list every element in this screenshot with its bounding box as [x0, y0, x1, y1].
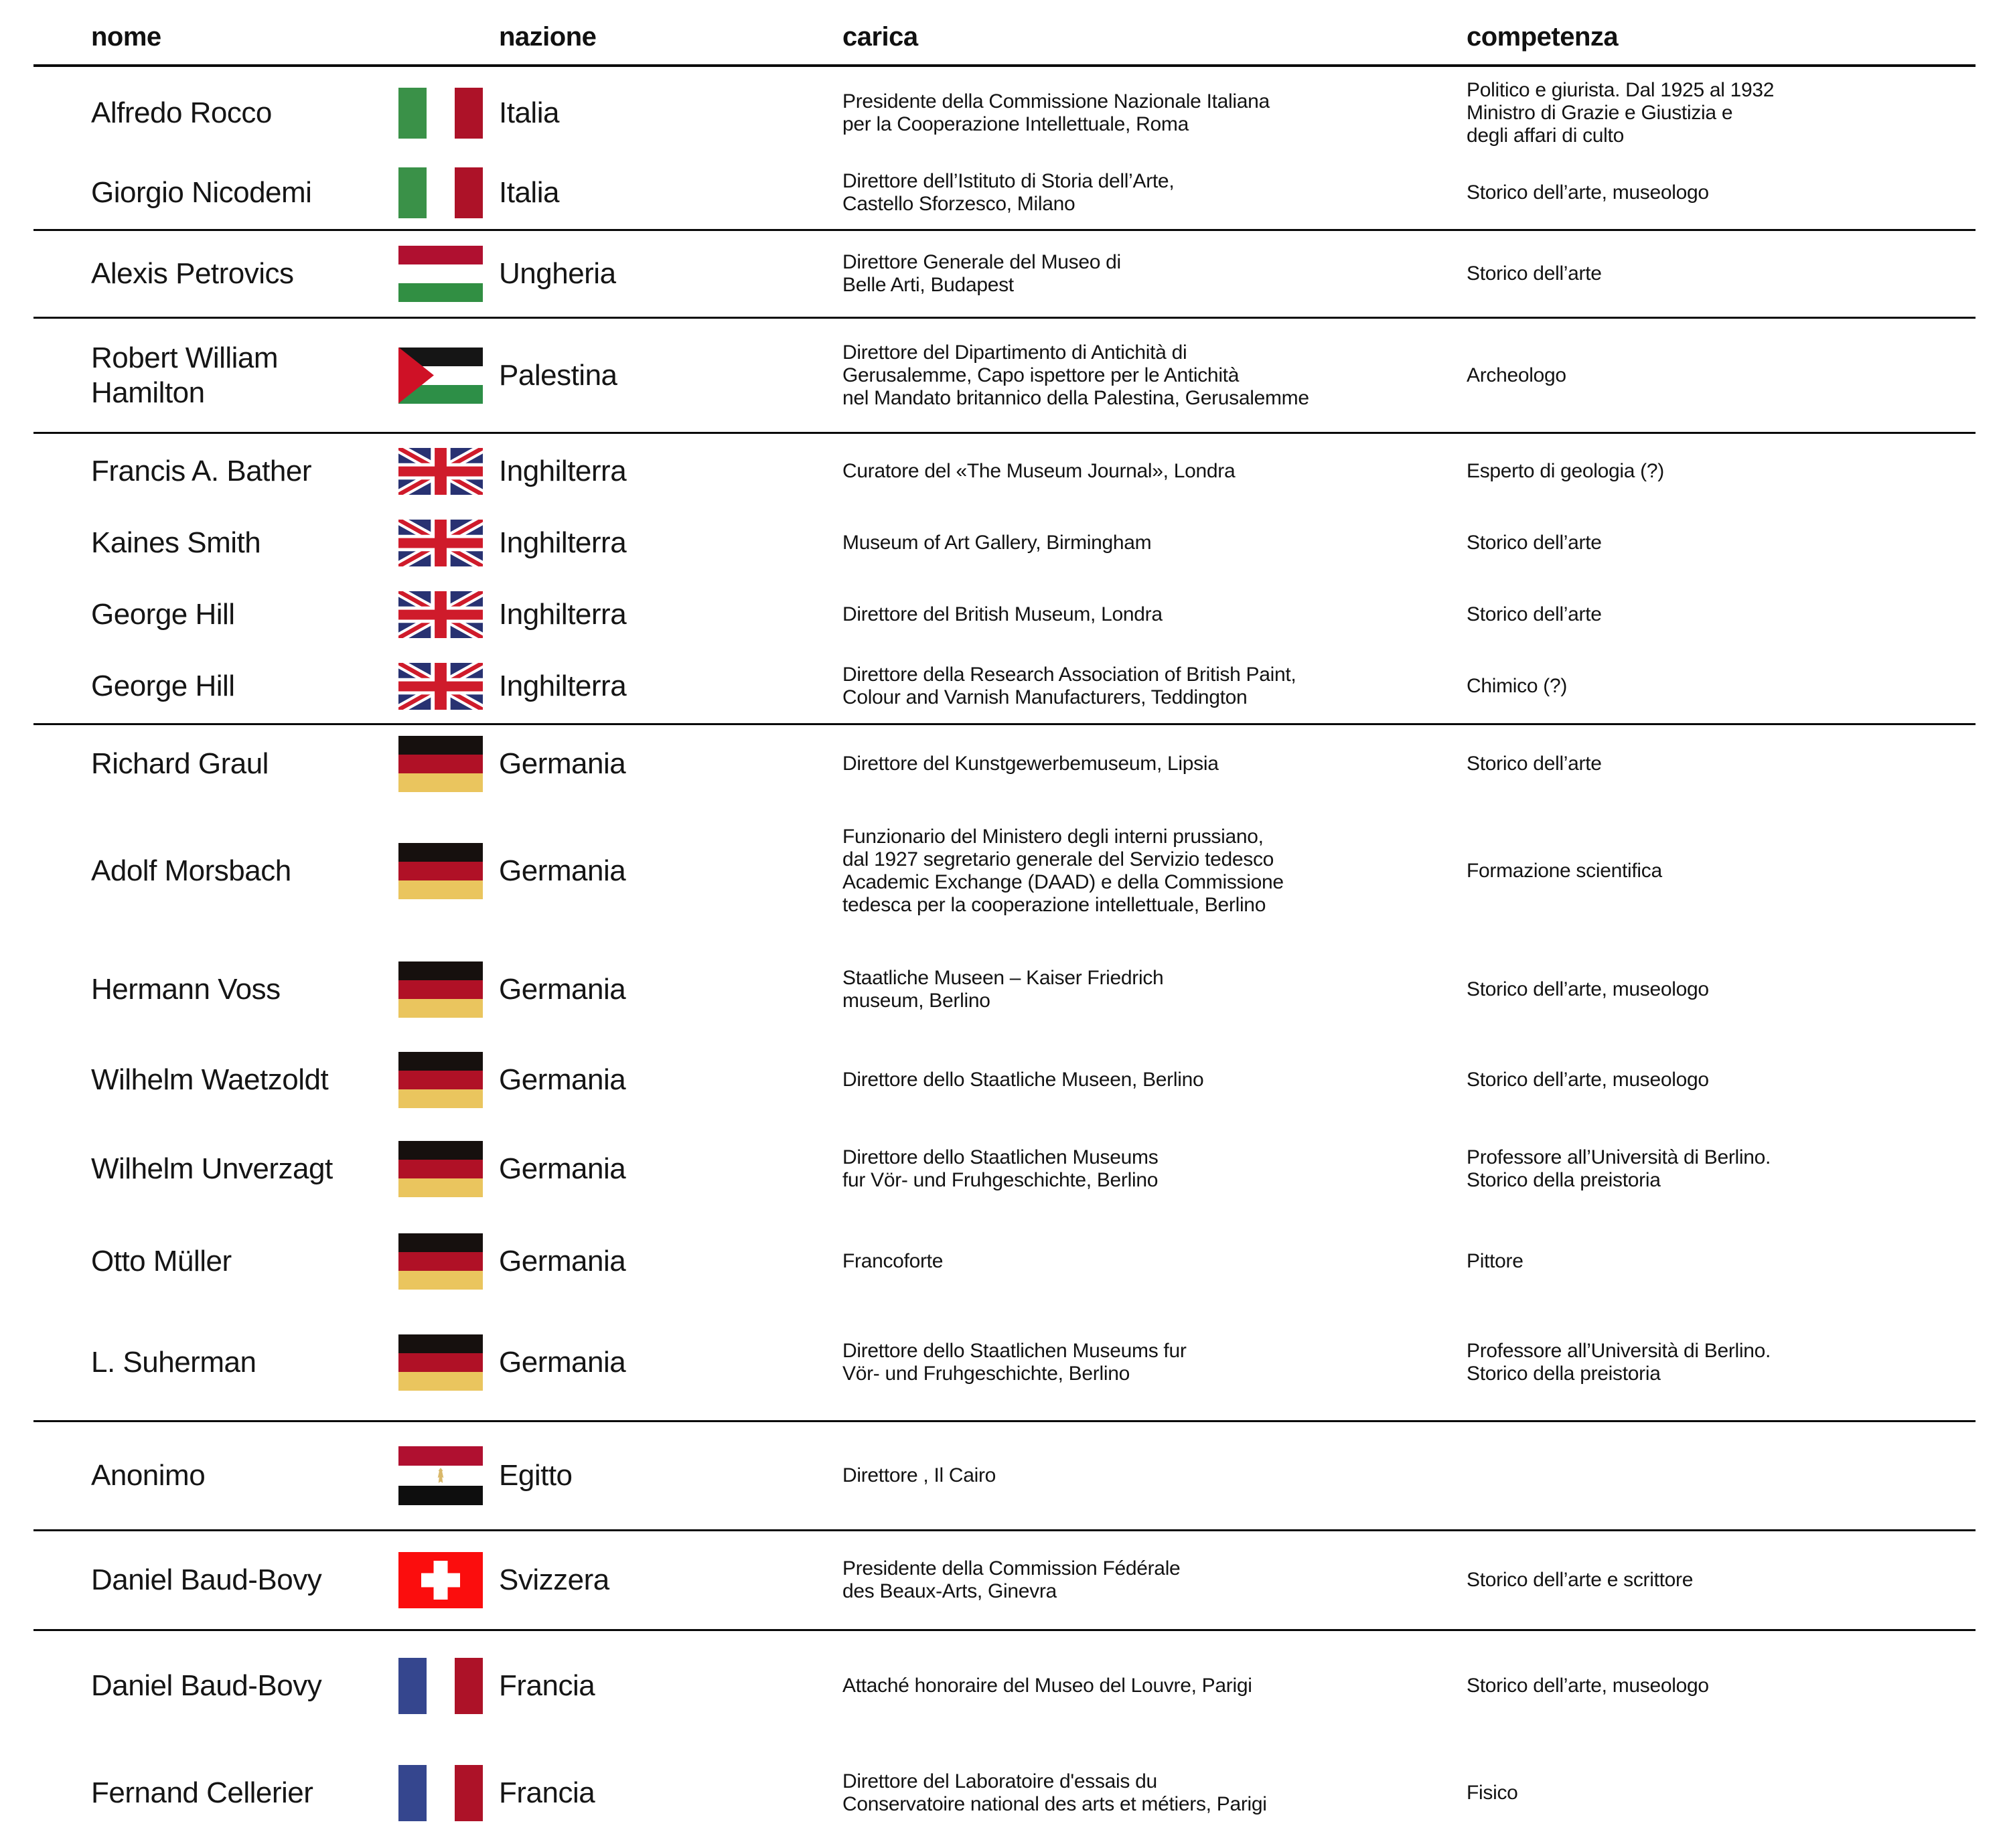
column-header-nazione: nazione: [499, 21, 597, 52]
expertise-line: Ministro di Grazie e Giustizia e: [1467, 102, 1733, 124]
table-row: [33, 435, 1976, 507]
role-text: [842, 1250, 1467, 1273]
flag-germany-icon: [398, 1233, 483, 1290]
role-line: Direttore , Il Cairo: [842, 1464, 996, 1486]
expertise-line: Politico e giurista. Dal 1925 al 1932: [1467, 79, 1775, 101]
block-germania: [33, 725, 1976, 1422]
nation-flag-cell: [398, 961, 499, 1018]
block-francia: [33, 1631, 1976, 1848]
nation-label: Italia: [499, 176, 559, 210]
role-text: [842, 826, 1467, 917]
role-text: [842, 341, 1467, 410]
table-body: [33, 67, 1976, 1848]
role-text: [842, 603, 1467, 626]
block-svizzera: [33, 1531, 1976, 1631]
delegate-name: Giorgio Nicodemi: [91, 176, 312, 210]
nation-flag-cell: [398, 520, 499, 566]
delegate-name: Wilhelm Waetzoldt: [91, 1063, 329, 1097]
expertise-text: [1467, 603, 1976, 626]
role-line: Museum of Art Gallery, Birmingham: [842, 531, 1152, 554]
role-text: [842, 753, 1467, 775]
role-line: Colour and Varnish Manufacturers, Teddington: [842, 686, 1248, 708]
role-text: [842, 1340, 1467, 1385]
expertise-text: [1467, 860, 1976, 882]
expertise-line: Fisico: [1467, 1782, 1518, 1804]
role-line: dal 1927 segretario generale del Servizio tedesco: [842, 848, 1274, 870]
expertise-line: Storico della preistoria: [1467, 1363, 1661, 1385]
nation-flag-cell: [398, 663, 499, 710]
table-row: [33, 507, 1976, 579]
table-row: [33, 726, 1976, 801]
flag-france-icon: [398, 1765, 483, 1821]
block-italia: [33, 67, 1976, 231]
expertise-line: Chimico (?): [1467, 674, 1568, 697]
nation-label: Egitto: [499, 1459, 573, 1492]
expertise-line: Storico dell’arte e scrittore: [1467, 1569, 1694, 1591]
table-row: [33, 801, 1976, 941]
role-text: [842, 251, 1467, 297]
role-line: Conservatoire national des arts et métiers, Parigi: [842, 1793, 1267, 1815]
nation-flag-cell: [398, 448, 499, 495]
nation-flag-cell: [398, 1141, 499, 1197]
expertise-text: [1467, 978, 1976, 1001]
expertise-line: Storico dell’arte: [1467, 262, 1602, 285]
role-line: Francoforte: [842, 1250, 944, 1272]
role-line: Presidente della Commissione Nazionale Italiana: [842, 90, 1270, 112]
expertise-line: Storico dell’arte: [1467, 753, 1602, 775]
role-line: Gerusalemme, Capo ispettore per le Antichità: [842, 364, 1240, 386]
role-text: [842, 532, 1467, 554]
nation-flag-cell: [398, 591, 499, 638]
role-line: nel Mandato britannico della Palestina, Gerusalemme: [842, 386, 1309, 409]
delegate-name: Daniel Baud-Bovy: [91, 1669, 322, 1703]
role-text: [842, 1557, 1467, 1603]
table-row: [33, 158, 1976, 228]
role-line: Presidente della Commission Fédérale: [842, 1557, 1181, 1580]
nation-label: Germania: [499, 854, 626, 888]
expertise-text: [1467, 460, 1976, 483]
expertise-line: Esperto di geologia (?): [1467, 459, 1664, 482]
block-ungheria: [33, 231, 1976, 319]
role-text: [842, 1069, 1467, 1091]
flag-uk-icon: [398, 591, 483, 638]
nation-flag-cell: [398, 1552, 499, 1608]
nation-label: Francia: [499, 1669, 595, 1703]
expertise-line: Professore all’Università di Berlino.: [1467, 1146, 1771, 1168]
table-row: [33, 320, 1976, 431]
nation-flag-cell: [398, 736, 499, 792]
delegate-name: Richard Graul: [91, 747, 269, 781]
delegate-name: Robert William Hamilton: [91, 341, 279, 409]
expertise-line: Storico dell’arte, museologo: [1467, 1069, 1709, 1091]
role-line: Direttore del British Museum, Londra: [842, 603, 1163, 625]
expertise-line: Storico dell’arte, museologo: [1467, 181, 1709, 204]
table-row: [33, 650, 1976, 722]
delegate-name: Alfredo Rocco: [91, 96, 272, 130]
role-text: [842, 1675, 1467, 1697]
nation-flag-cell: [398, 167, 499, 218]
flag-palestine-icon: [398, 348, 483, 404]
expertise-text: [1467, 675, 1976, 698]
delegate-name: Anonimo: [91, 1459, 206, 1492]
role-line: Academic Exchange (DAAD) e della Commissione: [842, 871, 1284, 893]
role-line: Direttore del Laboratoire d'essais du: [842, 1770, 1157, 1792]
nation-label: Inghilterra: [499, 526, 627, 559]
nation-label: Germania: [499, 1063, 626, 1097]
expertise-line: Formazione scientifica: [1467, 860, 1662, 882]
delegate-name: Daniel Baud-Bovy: [91, 1563, 322, 1597]
role-line: Direttore Generale del Museo di: [842, 251, 1121, 273]
delegate-name: Alexis Petrovics: [91, 257, 294, 291]
table-row: [33, 1306, 1976, 1419]
nation-flag-cell: [398, 348, 499, 404]
delegate-name: Francis A. Bather: [91, 454, 311, 487]
expertise-line: Archeologo: [1467, 364, 1566, 386]
nation-label: Germania: [499, 747, 626, 781]
role-text: [842, 664, 1467, 709]
flag-hungary-icon: [398, 246, 483, 302]
role-text: [842, 1146, 1467, 1192]
flag-germany-icon: [398, 736, 483, 792]
delegates-table: [33, 0, 1976, 1848]
nation-flag-cell: [398, 843, 499, 899]
nation-flag-cell: [398, 246, 499, 302]
nation-label: Palestina: [499, 358, 617, 392]
nation-flag-cell: [398, 1334, 499, 1391]
role-line: Curatore del «The Museum Journal», Londra: [842, 459, 1236, 482]
table-row: [33, 232, 1976, 315]
table-row: [33, 1217, 1976, 1306]
delegate-name: Wilhelm Unverzagt: [91, 1152, 333, 1186]
role-text: [842, 967, 1467, 1012]
expertise-text: [1467, 1782, 1976, 1804]
flag-italy-icon: [398, 167, 483, 218]
role-line: Direttore dello Staatliche Museen, Berlino: [842, 1069, 1204, 1091]
nation-flag-cell: [398, 1765, 499, 1821]
expertise-line: Storico dell’arte, museologo: [1467, 978, 1709, 1000]
flag-egypt-icon: [398, 1446, 483, 1505]
column-header-carica: carica: [842, 21, 918, 52]
nation-flag-cell: [398, 1233, 499, 1290]
table-row: [33, 68, 1976, 158]
role-line: Attaché honoraire del Museo del Louvre, Parigi: [842, 1675, 1252, 1697]
nation-label: Svizzera: [499, 1563, 609, 1597]
flag-uk-icon: [398, 663, 483, 710]
column-header-competenza: competenza: [1467, 21, 1619, 52]
table-header: [33, 0, 1976, 67]
table-row: [33, 941, 1976, 1038]
column-header-nome: nome: [91, 21, 161, 52]
block-palestina: [33, 319, 1976, 434]
expertise-line: Pittore: [1467, 1250, 1523, 1272]
role-line: per la Cooperazione Intellettuale, Roma: [842, 113, 1189, 135]
nation-flag-cell: [398, 1446, 499, 1505]
flag-italy-icon: [398, 88, 483, 139]
role-line: Direttore dello Staatlichen Museums: [842, 1146, 1159, 1168]
role-line: Direttore dell’Istituto di Storia dell’Arte,: [842, 170, 1175, 192]
role-line: des Beaux-Arts, Ginevra: [842, 1580, 1057, 1602]
nation-label: Italia: [499, 96, 559, 130]
flag-germany-icon: [398, 1334, 483, 1391]
nation-label: Ungheria: [499, 257, 616, 291]
expertise-text: [1467, 79, 1976, 147]
expertise-text: [1467, 753, 1976, 775]
delegate-name: Kaines Smith: [91, 526, 261, 559]
role-text: [842, 1770, 1467, 1816]
flag-uk-icon: [398, 520, 483, 566]
nation-label: Germania: [499, 1346, 626, 1379]
role-line: Direttore della Research Association of British Paint,: [842, 663, 1296, 686]
table-row: [33, 1122, 1976, 1217]
role-text: [842, 170, 1467, 216]
role-text: [842, 90, 1467, 136]
nation-flag-cell: [398, 88, 499, 139]
nation-label: Inghilterra: [499, 669, 627, 702]
delegate-name: George Hill: [91, 597, 235, 631]
role-line: Belle Arti, Budapest: [842, 274, 1014, 296]
table-row: [33, 1632, 1976, 1740]
nation-label: Germania: [499, 973, 626, 1006]
nation-flag-cell: [398, 1052, 499, 1108]
flag-swiss-icon: [398, 1552, 483, 1608]
expertise-text: [1467, 262, 1976, 285]
flag-france-icon: [398, 1658, 483, 1714]
delegate-name: Otto Müller: [91, 1245, 232, 1278]
delegate-name: L. Suherman: [91, 1346, 256, 1379]
expertise-text: [1467, 181, 1976, 204]
expertise-text: [1467, 1340, 1976, 1385]
nation-label: Germania: [499, 1152, 626, 1186]
delegate-name: George Hill: [91, 669, 235, 702]
expertise-line: Storico dell’arte: [1467, 603, 1602, 625]
expertise-line: Storico dell’arte: [1467, 531, 1602, 554]
delegate-name: Fernand Cellerier: [91, 1776, 313, 1810]
table-row: [33, 1423, 1976, 1528]
flag-germany-icon: [398, 843, 483, 899]
nation-label: Francia: [499, 1776, 595, 1810]
block-egitto: [33, 1422, 1976, 1531]
flag-uk-icon: [398, 448, 483, 495]
flag-germany-icon: [398, 1141, 483, 1197]
expertise-text: [1467, 1675, 1976, 1697]
expertise-line: Storico della preistoria: [1467, 1169, 1661, 1191]
flag-germany-icon: [398, 1052, 483, 1108]
role-line: Staatliche Museen – Kaiser Friedrich: [842, 967, 1164, 989]
role-text: [842, 460, 1467, 483]
role-line: Funzionario del Ministero degli interni prussiano,: [842, 826, 1264, 848]
flag-germany-icon: [398, 961, 483, 1018]
role-line: Vör- und Fruhgeschichte, Berlino: [842, 1363, 1130, 1385]
expertise-text: [1467, 1069, 1976, 1091]
nation-label: Inghilterra: [499, 454, 627, 487]
role-line: Direttore dello Staatlichen Museums fur: [842, 1340, 1187, 1362]
expertise-text: [1467, 364, 1976, 387]
expertise-text: [1467, 1146, 1976, 1192]
expertise-text: [1467, 1569, 1976, 1592]
block-inghilterra: [33, 434, 1976, 725]
role-line: Castello Sforzesco, Milano: [842, 193, 1075, 215]
expertise-line: Storico dell’arte, museologo: [1467, 1675, 1709, 1697]
expertise-line: Professore all’Università di Berlino.: [1467, 1340, 1771, 1362]
role-line: tedesca per la cooperazione intellettuale, Berlino: [842, 894, 1266, 916]
expertise-line: degli affari di culto: [1467, 125, 1624, 147]
nation-label: Germania: [499, 1245, 626, 1278]
role-line: Direttore del Dipartimento di Antichità di: [842, 341, 1187, 364]
table-row: [33, 1038, 1976, 1122]
table-row: [33, 579, 1976, 650]
expertise-text: [1467, 1250, 1976, 1273]
table-row: [33, 1533, 1976, 1628]
table-row: [33, 1740, 1976, 1847]
role-line: fur Vör- und Fruhgeschichte, Berlino: [842, 1169, 1159, 1191]
role-line: Direttore del Kunstgewerbemuseum, Lipsia: [842, 753, 1219, 775]
nation-flag-cell: [398, 1658, 499, 1714]
expertise-text: [1467, 532, 1976, 554]
role-text: [842, 1464, 1467, 1487]
role-line: museum, Berlino: [842, 990, 990, 1012]
nation-label: Inghilterra: [499, 597, 627, 631]
delegate-name: Hermann Voss: [91, 973, 281, 1006]
delegate-name: Adolf Morsbach: [91, 854, 291, 888]
